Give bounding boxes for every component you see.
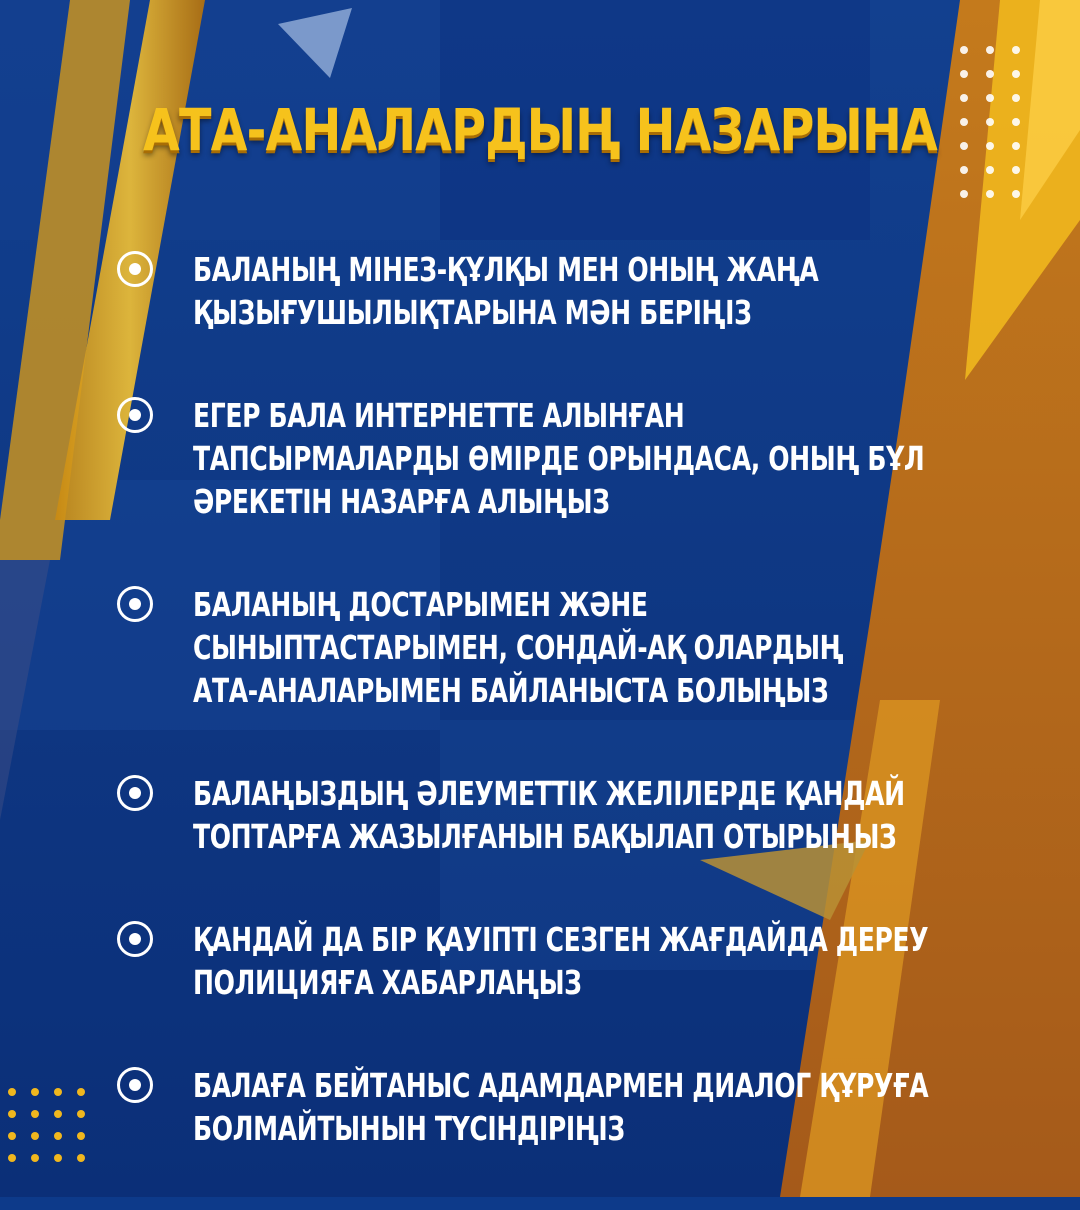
radio-bullet-icon [117, 921, 153, 957]
list-item-line: ӘРЕКЕТІН НАЗАРҒА АЛЫҢЫЗ [193, 482, 610, 521]
list-item-line: БАЛАҢЫЗДЫҢ ӘЛЕУМЕТТІК ЖЕЛІЛЕРДЕ ҚАНДАЙ [193, 774, 905, 813]
list-item [115, 248, 975, 334]
radio-bullet-icon [117, 775, 153, 811]
list-item-line: БОЛМАЙТЫНЫН ТҮСІНДІРІҢІЗ [193, 1109, 625, 1148]
list-item-line: ТАПСЫРМАЛАРДЫ ӨМІРДЕ ОРЫНДАСА, ОНЫҢ БҰЛ [193, 439, 925, 478]
radio-bullet-icon [117, 397, 153, 433]
radio-bullet-icon [117, 586, 153, 622]
list-item [115, 772, 975, 858]
list-item [115, 1064, 975, 1150]
list-item-line: БАЛАҒА БЕЙТАНЫС АДАМДАРМЕН ДИАЛОГ ҚҰРУҒА [193, 1066, 929, 1105]
list-item [115, 394, 975, 523]
list-item [115, 583, 975, 712]
list-item-line: БАЛАНЫҢ МІНЕЗ-ҚҰЛҚЫ МЕН ОНЫҢ ЖАҢА [193, 250, 819, 289]
list-item-line: ПОЛИЦИЯҒА ХАБАРЛАҢЫЗ [193, 963, 582, 1002]
advice-list [115, 248, 975, 1210]
radio-bullet-icon [117, 1067, 153, 1103]
list-item-line: АТА-АНАЛАРЫМЕН БАЙЛАНЫСТА БОЛЫҢЫЗ [193, 671, 829, 710]
list-item-line: СЫНЫПТАСТАРЫМЕН, СОНДАЙ-АҚ ОЛАРДЫҢ [193, 628, 844, 667]
list-item-line: ҚАНДАЙ ДА БІР ҚАУІПТІ СЕЗГЕН ЖАҒДАЙДА ДЕРЕУ [193, 920, 929, 959]
list-item-line: БАЛАНЫҢ ДОСТАРЫМЕН ЖӘНЕ [193, 585, 648, 624]
radio-bullet-icon [117, 251, 153, 287]
list-item-line: ҚЫЗЫҒУШЫЛЫҚТАРЫНА МӘН БЕРІҢІЗ [193, 293, 752, 332]
list-item-line: ЕГЕР БАЛА ИНТЕРНЕТТЕ АЛЫНҒАН [193, 396, 685, 435]
list-item-line: ТОПТАРҒА ЖАЗЫЛҒАНЫН БАҚЫЛАП ОТЫРЫҢЫЗ [193, 817, 897, 856]
page-title: АТА-АНАЛАРДЫҢ НАЗАРЫНА [143, 96, 937, 164]
list-item [115, 918, 975, 1004]
